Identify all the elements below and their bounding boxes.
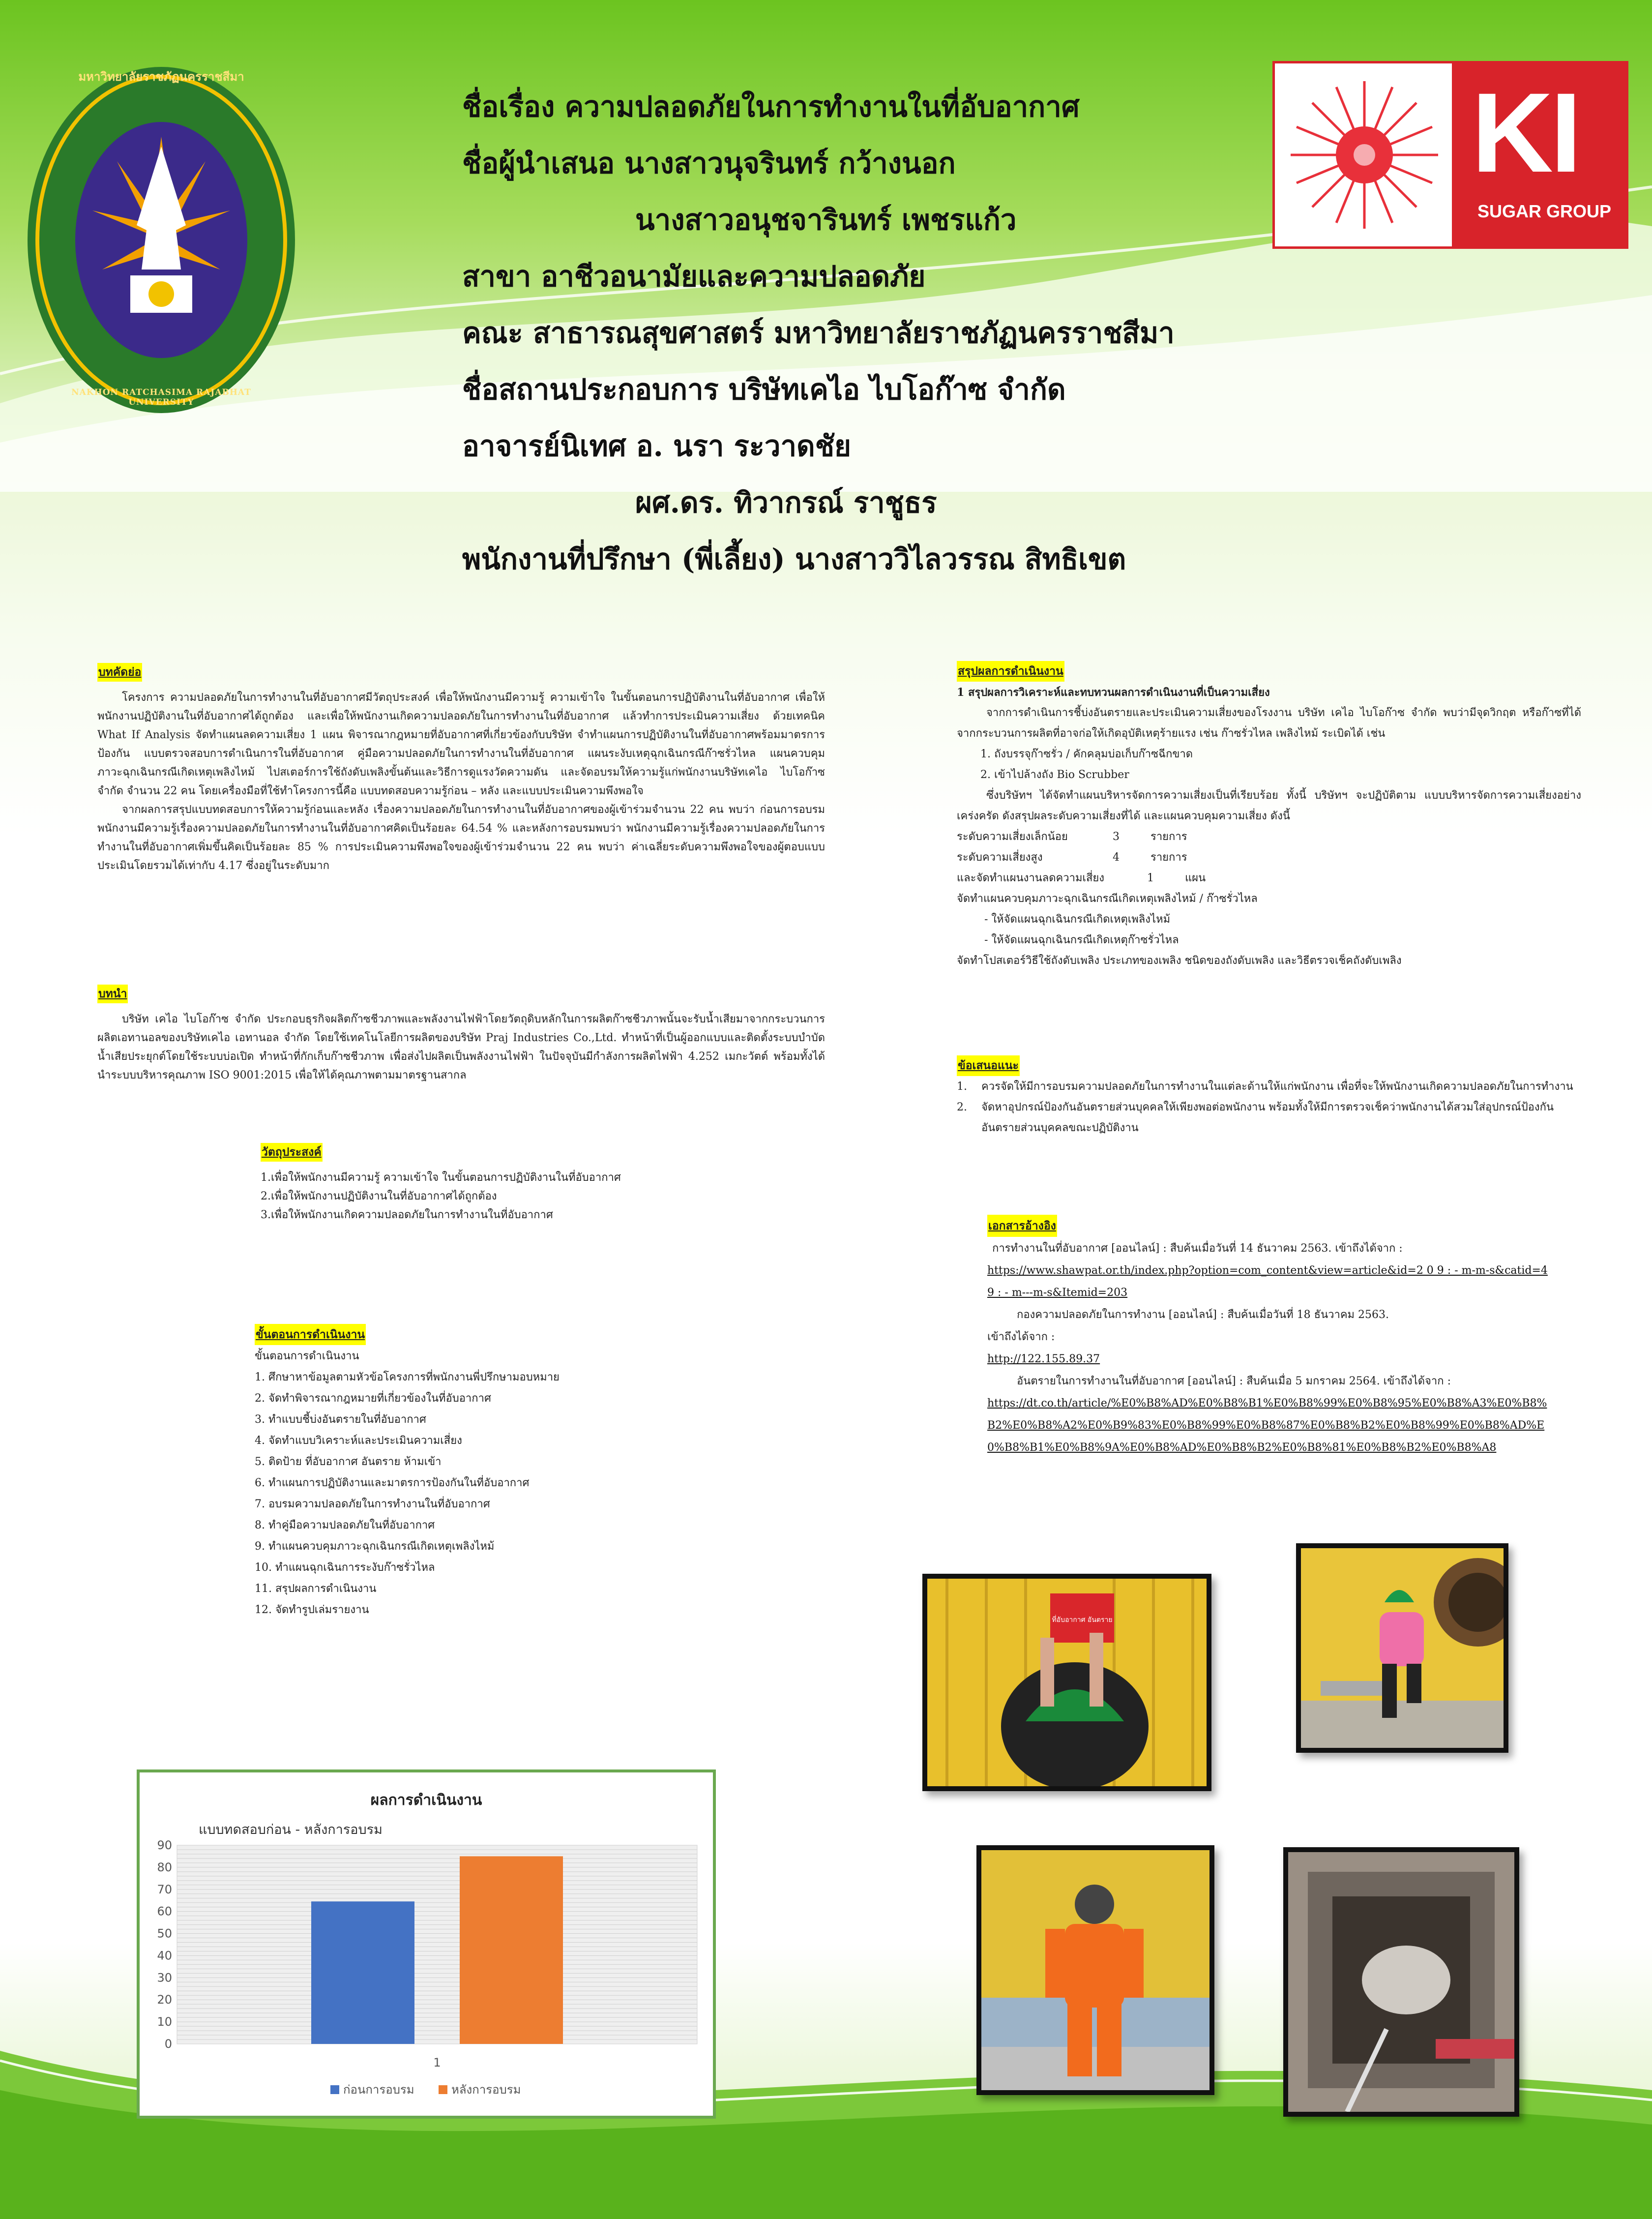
results-heading: สรุปผลการดำเนินงาน bbox=[957, 661, 1064, 682]
procedure-item: 2. จัดทำพิจารณากฎหมายที่เกี่ยวข้องในที่อับอากาศ bbox=[255, 1392, 491, 1405]
faculty-line: คณะ สาธารณสุขศาสตร์ มหาวิทยาลัยราชภัฏนครราชสีมา bbox=[462, 316, 1175, 350]
chart-y-tick: 70 bbox=[157, 1882, 172, 1896]
risk-plan-label: และจัดทำแผนงานลดความเสี่ยง bbox=[957, 872, 1105, 884]
photo-worker-ppe-suit bbox=[976, 1845, 1214, 2095]
objectives-list bbox=[261, 1169, 801, 1225]
risk-level-unit: รายการ bbox=[1150, 831, 1187, 843]
abstract-section bbox=[97, 663, 825, 875]
references-section bbox=[987, 1215, 1553, 1459]
procedure-item: 4. จัดทำแบบวิเคราะห์และประเมินความเสี่ยง bbox=[255, 1435, 462, 1447]
chart-legend-swatch bbox=[330, 2085, 339, 2094]
reference-3-link[interactable]: https://dt.co.th/article/%E0%B8%AD%E0%B8%B1%E0%B8%99%E0%B8%95%E0%B8%A3%E0%B8%B2%E0%B8%A2%E0%B9%83%E0%B8%99%E0%B8%87%E0%B8%B2%E0%B8%99%E0%B8%AD%E0%B8%B1%E0%B8%9A%E0%B8%AD%E0%B8%B2%E0%B8%81%E0%B8%B2%E0%B8%A8 bbox=[987, 1397, 1547, 1454]
emergency-plan-fire: - ให้จัดแผนฉุกเฉินกรณีเกิดเหตุเพลิงไหม้ bbox=[984, 913, 1171, 926]
brand-ki-text: KI bbox=[1472, 69, 1579, 196]
procedure-item: 10. ทำแผนฉุกเฉินการระงับก๊าซรั่วไหล bbox=[255, 1561, 435, 1574]
risk-plan-row bbox=[957, 868, 1581, 889]
risk-point-2: 2. เข้าไปล้างถัง Bio Scrubber bbox=[980, 769, 1129, 781]
objectives-heading: วัตถุประสงค์ bbox=[261, 1143, 323, 1162]
advisor-line-2: ผศ.ดร. ทิวากรณ์ ราชูธร bbox=[635, 486, 937, 519]
chart-title: ผลการดำเนินงาน bbox=[370, 1792, 482, 1809]
intro-section bbox=[97, 985, 825, 1085]
procedure-item: 8. ทำคู่มือความปลอดภัยในที่อับอากาศ bbox=[255, 1519, 435, 1531]
suggestion-text: จัดหาอุปกรณ์ป้องกันอันตรายส่วนบุคคลให้เพียงพอต่อพนักงาน พร้อมทั้งให้มีการตรวจเช็คว่าพนักงานได้สวมใส่อุปกรณ์ป้องกันอันตรายส่วนบุคคลขณะปฏิบัติงาน bbox=[981, 1101, 1554, 1134]
company-line: ชื่อสถานประกอบการ บริษัทเคไอ ไบโอก๊าซ จำกัด bbox=[462, 373, 1066, 406]
risk-level-label: ระดับความเสี่ยงสูง bbox=[957, 851, 1043, 864]
risk-plan-unit: แผน bbox=[1185, 872, 1206, 884]
photo-worker-climbing bbox=[1296, 1543, 1508, 1753]
results-subheading: 1 สรุปผลการวิเคราะห์และทบทวนผลการดำเนินงานที่เป็นความเสี่ยง bbox=[957, 686, 1270, 699]
reference-2: กองความปลอดภัยในการทำงาน [ออนไลน์] : สืบค้นเมื่อวันที่ 18 ธันวาคม 2563. bbox=[1017, 1309, 1389, 1321]
suggestion-item bbox=[957, 1077, 1581, 1097]
chart-y-tick: 80 bbox=[157, 1860, 172, 1874]
risk-level-row bbox=[957, 827, 1581, 847]
suggestion-number: 2. bbox=[957, 1101, 967, 1113]
objective-item: 2.เพื่อให้พนักงานปฏิบัติงานในที่อับอากาศได้ถูกต้อง bbox=[261, 1190, 497, 1202]
procedure-item: 1. ศึกษาหาข้อมูลตามหัวข้อโครงการที่พนักงานพี่ปรึกษามอบหมาย bbox=[255, 1371, 560, 1383]
chart-subtitle: แบบทดสอบก่อน - หลังการอบรม bbox=[199, 1822, 383, 1837]
ki-sugar-logo bbox=[1272, 61, 1628, 249]
chart-y-axis bbox=[157, 1838, 172, 2051]
photo-sign-installation bbox=[922, 1574, 1211, 1791]
risk-level-label: ระดับความเสี่ยงเล็กน้อย bbox=[957, 831, 1068, 843]
results-paragraph-2: ซึ่งบริษัทฯ ได้จัดทำแผนบริหารจัดการความเสี่ยงเป็นที่เรียบร้อย ทั้งนี้ บริษัทฯ จะปฏิบัติตาม แบบบริหารจัดการความเสี่ยงอย่างเคร่งครัด ดังสรุปผลระดับความเสี่ยงที่ได้ และแผนควบคุมความเสี่ยง ดังนี้ bbox=[957, 789, 1581, 822]
procedure-item: 5. ติดป้าย ที่อับอากาศ อันตราย ห้ามเข้า bbox=[255, 1456, 442, 1468]
emergency-plan-gas: - ให้จัดแผนฉุกเฉินกรณีเกิดเหตุก๊าซรั่วไหล bbox=[984, 934, 1179, 946]
university-emblem-icon bbox=[24, 63, 299, 417]
mentor-line: พนักงานที่ปรึกษา (พี่เลี้ยง) นางสาววิไลวรรณ สิทธิเขต bbox=[462, 542, 1126, 576]
chart-y-tick: 20 bbox=[157, 1993, 172, 2007]
chart-legend-label: ก่อนการอบรม bbox=[343, 2083, 414, 2097]
suggestion-item bbox=[957, 1097, 1581, 1139]
risk-point-1: 1. ถังบรรจุก๊าซรั่ว / คักคลุมบ่อเก็บก๊าซฉีกขาด bbox=[980, 748, 1193, 760]
sun-icon bbox=[1286, 76, 1443, 234]
risk-level-unit: รายการ bbox=[1150, 851, 1187, 864]
suggestions-section bbox=[957, 1055, 1581, 1139]
risk-level-count: 3 bbox=[1113, 831, 1120, 843]
title-line: ชื่อเรื่อง ความปลอดภัยในการทำงานในที่อับอากาศ bbox=[462, 90, 1080, 123]
advisor-line: อาจารย์นิเทศ อ. นรา ระวาดชัย bbox=[462, 429, 852, 463]
objectives-section bbox=[261, 1143, 801, 1225]
chart-grid bbox=[177, 1845, 697, 2044]
suggestions-heading: ข้อเสนอแนะ bbox=[957, 1055, 1020, 1076]
procedure-item: 7. อบรมความปลอดภัยในการทำงานในที่อับอากาศ bbox=[255, 1498, 490, 1510]
presenter-line: ชื่อผู้นำเสนอ นางสาวนุจรินทร์ กว้างนอก bbox=[462, 147, 956, 180]
chart-legend-swatch bbox=[439, 2085, 447, 2094]
procedure-item: 12. จัดทำรูปเล่มรายงาน bbox=[255, 1604, 369, 1616]
brand-sub-text: SUGAR GROUP bbox=[1477, 201, 1612, 221]
intro-paragraph: บริษัท เคไอ ไบโอก๊าซ จำกัด ประกอบธุรกิจผลิตก๊าซชีวภาพและพลังงานไฟฟ้าโดยวัตถุดิบหลักในการผลิตก๊าซชีวภาพนั้นจะรับน้ำเสียมาจากกระบวนการผลิตเอทานอลของบริษัทเคไอ เอทานอล จำกัด โดยใช้เทคโนโลยีการผลิตของบริษัท Praj Industries Co.,Ltd. ทำหน้าที่เป็นผู้ออกแบบและติดตั้งระบบบำบัดน้ำเสียประยุกต์โดยใช้ระบบบ่อเปิด ทำหน้าที่กักเก็บก๊าซชีวภาพ เพื่อส่งไปผลิตเป็นพลังงานไฟฟ้า ในปัจจุบันมีกำลังการผลิตไฟฟ้า 4.252 เมกะวัตต์ พร้อมทั้งได้นำระบบบริหารคุณภาพ ISO 9001:2015 เพื่อให้ได้คุณภาพตามมาตรฐานสากล bbox=[97, 1013, 825, 1081]
procedure-section bbox=[255, 1324, 796, 1620]
objective-item: 1.เพื่อให้พนักงานมีความรู้ ความเข้าใจ ในขั้นตอนการปฏิบัติงานในที่อับอากาศ bbox=[261, 1171, 621, 1184]
chart-y-tick: 90 bbox=[157, 1838, 172, 1852]
chart-plot-area bbox=[177, 1845, 697, 2044]
results-paragraph-3: จัดทำแผนควบคุมภาวะฉุกเฉินกรณีเกิดเหตุเพลิงไหม้ / ก๊าซรั่วไหล bbox=[957, 893, 1258, 905]
procedure-subheading: ขั้นตอนการดำเนินงาน bbox=[255, 1350, 359, 1362]
abstract-paragraph-2: จากผลการสรุปแบบทดสอบการให้ความรู้ก่อนและหลัง เรื่องความปลอดภัยในการทำงานในที่อับอากาศของผู้เข้าร่วมจำนวน 22 คน พบว่า ก่อนการอบรมพนักงานมีความรู้เรื่องความปลอดภัยในการทำงานในที่อับอากาศคิดเป็นร้อยละ 64.54 % และหลังการอบรมพบว่า พนักงานมีความรู้เรื่องความปลอดภัยในการทำงานในที่อับอากาศเพิ่มขึ้นคิดเป็นร้อยละ 85 % การประเมินความพึงพอใจของผู้เข้าร่วมจำนวน 22 คน พบว่า ค่าเฉลี่ยระดับความพึงพอใจของผู้ตอบแบบประเมินโดยรวมได้เท่ากับ 4.17 ซึ่งอยู่ในระดับมาก bbox=[97, 804, 825, 872]
warning-sign-text: ที่อับอากาศ อันตราย bbox=[1052, 1616, 1113, 1624]
suggestion-number: 1. bbox=[957, 1080, 967, 1093]
objective-item: 3.เพื่อให้พนักงานเกิดความปลอดภัยในการทำงานในที่อับอากาศ bbox=[261, 1209, 553, 1221]
chart-y-tick: 50 bbox=[157, 1926, 172, 1941]
procedure-list bbox=[255, 1367, 796, 1620]
intro-heading: บทนำ bbox=[97, 985, 128, 1003]
abstract-heading: บทคัดย่อ bbox=[97, 663, 142, 682]
suggestion-text: ควรจัดให้มีการอบรมความปลอดภัยในการทำงานในแต่ละด้านให้แก่พนักงาน เพื่อที่จะให้พนักงานเกิดความปลอดภัยในการทำงาน bbox=[981, 1080, 1573, 1093]
procedure-item: 6. ทำแผนการปฏิบัติงานและมาตรการป้องกันในที่อับอากาศ bbox=[255, 1477, 530, 1489]
chart-legend bbox=[330, 2083, 521, 2097]
chart-x-tick: 1 bbox=[433, 2056, 441, 2069]
chart-y-tick: 60 bbox=[157, 1904, 172, 1919]
chart-bar bbox=[311, 1901, 414, 2044]
chart-x-axis bbox=[433, 2056, 441, 2069]
reference-1: การทำงานในที่อับอากาศ [ออนไลน์] : สืบค้นเมื่อวันที่ 14 ธันวาคม 2563. เข้าถึงได้จาก : bbox=[992, 1242, 1403, 1255]
results-paragraph-1: จากการดำเนินการชี้บ่งอันตรายและประเมินความเสี่ยงของโรงงาน บริษัท เคไอ ไบโอก๊าซ จำกัด พบว่ามีจุดวิกฤต หรือก๊าซที่ได้จากกระบวนการผลิตที่อาจก่อให้เกิดอุบัติเหตุร้ายแรง เช่น ก๊าซรั่วไหล เพลิงไหม้ ระเบิดได้ เช่น bbox=[957, 707, 1581, 740]
procedure-item: 9. ทำแผนควบคุมภาวะฉุกเฉินกรณีเกิดเหตุเพลิงไหม้ bbox=[255, 1540, 495, 1553]
references-heading: เอกสารอ้างอิง bbox=[987, 1215, 1057, 1237]
reference-1-link[interactable]: https://www.shawpat.or.th/index.php?option=com_content&view=article&id=2 0 9 : - m-m-s&catid=4 9 : - m---m-s&Itemid=203 bbox=[987, 1264, 1548, 1299]
procedure-heading: ขั้นตอนการดำเนินงาน bbox=[255, 1324, 366, 1345]
logo-thai-text: มหาวิทยาลัยราชภัฏนครราชสีมา bbox=[78, 69, 244, 84]
procedure-item: 3. ทำแบบชี้บ่งอันตรายในที่อับอากาศ bbox=[255, 1413, 426, 1426]
procedure-item: 11. สรุปผลการดำเนินงาน bbox=[255, 1583, 377, 1595]
chart-y-tick: 30 bbox=[157, 1971, 172, 1985]
risk-level-row bbox=[957, 847, 1581, 868]
reference-3: อันตรายในการทำงานในที่อับอากาศ [ออนไลน์] : สืบค้นเมื่อ 5 มกราคม 2564. เข้าถึงได้จาก : bbox=[1017, 1375, 1451, 1387]
reference-2-link[interactable]: http://122.155.89.37 bbox=[987, 1353, 1100, 1365]
chart-y-tick: 0 bbox=[164, 2037, 172, 2051]
logo-english-text: NAKHON RATCHASIMA RAJABHAT UNIVERSITY bbox=[71, 388, 251, 407]
chart-bar bbox=[460, 1856, 563, 2044]
risk-level-count: 4 bbox=[1113, 851, 1120, 864]
results-paragraph-4: จัดทำโปสเตอร์วิธีใช้ถังดับเพลิง ประเภทของเพลิง ชนิดของถังดับเพลิง และวิธีตรวจเช็คถังดับเพลิง bbox=[957, 955, 1402, 967]
results-chart bbox=[137, 1769, 716, 2119]
chart-y-tick: 40 bbox=[157, 1949, 172, 1963]
abstract-paragraph-1: โครงการ ความปลอดภัยในการทำงานในที่อับอากาศมีวัตถุประสงค์ เพื่อให้พนักงานมีความรู้ ความเข้าใจ ในขั้นตอนการปฏิบัติงานในที่อับอากาศ เพื่อให้พนักงานปฏิบัติงานในที่อับอากาศได้ถูกต้อง และเพื่อให้พนักงานเกิดความปลอดภัยในการทำงานในที่อับอากาศ แล้วทำการประเมินความเสี่ยง ด้วยเทคนิค What If Analysis จัดทำแผนลดความเสี่ยง 1 แผน พิจารณากฎหมายที่อับอากาศที่เกี่ยวข้องกับบริษัท จำทำแผนการปฏิบัติงานในที่อับอากาศพร้อมมาตรการป้องกัน แบบตรวจสอบการดำเนินการในที่อับอากาศ คู่มือความปลอดภัยในการทำงานในที่อับอากาศ แผนระงับเหตุฉุกเฉินกรณีก๊าซรั่วไหล แผนควบคุมภาวะฉุกเฉินกรณีเกิดเหตุเพลิงไหม้ ไปสเตอร์การใช้ถังดับเพลิงขั้นต้นและวิธีการดูแรงวัดความดัน และจัดอบรมให้ความรู้แก่พนักงานบริษัทเคไอ ไบโอก๊าซ จำกัด จำนวน 22 คน โดยเครื่องมือที่ใช้ทำโครงการนี้คือ แบบทดสอบความรู้ก่อน – หลัง และแบบประเมินความพึงพอใจ bbox=[97, 691, 825, 797]
major-line: สาขา อาชีวอนามัยและความปลอดภัย bbox=[462, 260, 926, 293]
reference-2-access: เข้าถึงได้จาก : bbox=[987, 1331, 1055, 1343]
presenter-line-2: นางสาวอนุชจารินทร์ เพชรแก้ว bbox=[635, 203, 1017, 237]
university-logo bbox=[24, 63, 299, 417]
chart-y-tick: 10 bbox=[157, 2015, 172, 2029]
chart-legend-label: หลังการอบรม bbox=[451, 2083, 521, 2097]
risk-plan-count: 1 bbox=[1147, 872, 1154, 884]
bar-chart bbox=[140, 1772, 713, 2116]
results-section bbox=[957, 661, 1581, 971]
photo-tank-inspection bbox=[1283, 1847, 1519, 2117]
